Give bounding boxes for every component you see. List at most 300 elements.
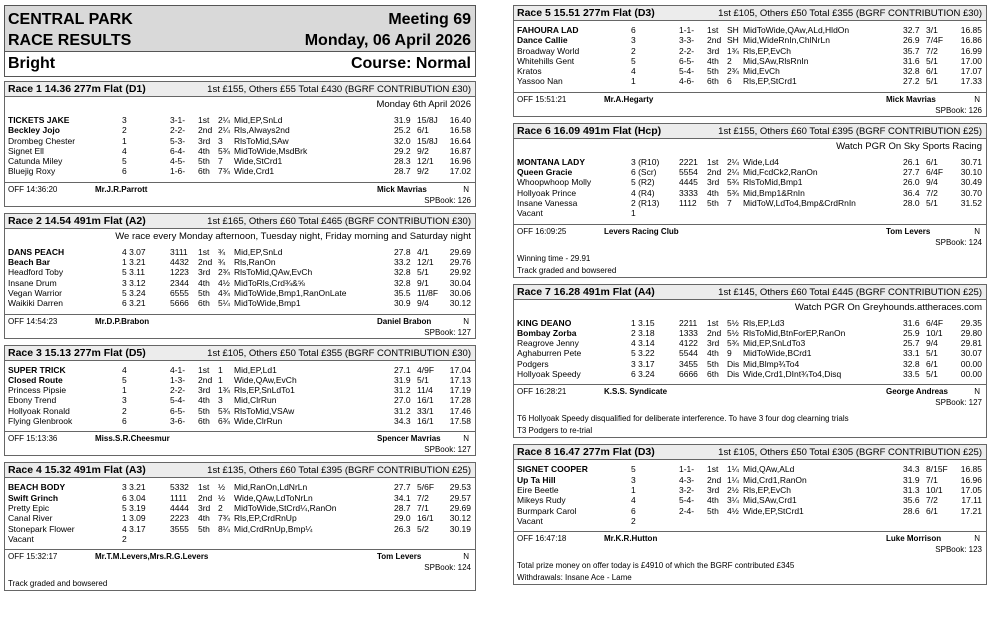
finish-place: 5th: [198, 156, 210, 167]
calculated-time: 00.00: [960, 369, 982, 380]
trap-number: 1 3.21: [122, 257, 146, 268]
finish-place: 2nd: [198, 257, 213, 268]
runner-name: Kratos: [517, 66, 542, 77]
runner-name: Hollyoak Prince: [517, 187, 577, 198]
off-time: OFF 15:51:21: [517, 94, 567, 104]
trap-number: 5 3.19: [122, 502, 146, 513]
runner-name: Broadway World: [517, 45, 580, 56]
starting-price: 33/1: [417, 405, 434, 416]
finish-place: 5th: [198, 405, 210, 416]
judge-name: Tom Levers: [377, 552, 422, 562]
judge-name: Daniel Brabon: [377, 316, 432, 326]
runner-row: [5, 288, 475, 298]
run-up-time: 33.2: [394, 257, 411, 268]
runner-row: [5, 375, 475, 385]
run-up-time: 28.7: [394, 502, 411, 513]
run-up-time: 27.7: [394, 482, 411, 493]
distance: 7: [218, 156, 223, 167]
comment: Mid,EvCh: [743, 66, 780, 77]
comment: Mid,CrdRnUp,Bmp¼: [234, 523, 313, 534]
run-up-time: 28.0: [903, 197, 920, 208]
running-positions: 5-4-: [679, 495, 695, 506]
race-card-2: [4, 213, 476, 339]
runner-name: Flying Glenbrook: [8, 416, 73, 427]
running-positions: 4-1-: [170, 364, 186, 375]
header-bottom: [5, 52, 475, 76]
distance: 7: [727, 197, 732, 208]
comment: Mid,EP,SnLd: [234, 115, 283, 125]
race-title: Race 5 15.51 277m Flat (D3): [517, 7, 655, 19]
trap-number: 3 3.21: [122, 482, 146, 493]
finish-place: 6th: [707, 76, 719, 87]
calculated-time: 29.69: [449, 246, 471, 257]
finish-place: 3rd: [198, 502, 211, 513]
calculated-time: 29.53: [449, 482, 471, 493]
trap-number: 5 3.11: [122, 267, 146, 278]
calculated-time: 16.58: [449, 125, 471, 136]
runner-row: [5, 482, 475, 492]
running-positions: 3-3-: [679, 35, 695, 46]
comment: Mid,WideRnIn,ChlNrLn: [743, 35, 830, 46]
runner-name: Vegan Warrior: [8, 287, 63, 298]
calculated-time: 17.13: [449, 374, 471, 385]
comment: Mid,SAw,Crd1: [743, 495, 797, 506]
runner-name: Hollyoak Speedy: [517, 369, 581, 380]
race-footer: [514, 384, 986, 398]
comment: Wide,Crd1: [234, 166, 275, 177]
race-header: [514, 6, 986, 21]
comment: Mid,EP,SnLdTo3: [743, 338, 806, 349]
trap-number: 4: [631, 495, 636, 506]
runner-row: [5, 115, 475, 125]
calculated-time: 17.19: [449, 385, 471, 396]
runners-list: [514, 314, 986, 382]
comment: Mid,EP,SnLd: [234, 246, 283, 257]
starting-price: 5/1: [926, 55, 938, 66]
running-positions: 2-2-: [170, 385, 186, 396]
finish-place: 1st: [198, 482, 210, 493]
runner-name: Up Ta Hill: [517, 474, 556, 485]
run-up-time: 31.3: [903, 484, 920, 495]
runner-name: BEACH BODY: [8, 482, 66, 493]
distance: 1: [218, 364, 223, 375]
distance: 9: [727, 348, 732, 359]
finish-place: 6th: [198, 416, 210, 427]
run-up-time: 26.1: [903, 156, 920, 167]
race-subtitle: Watch PGR On Sky Sports Racing: [836, 140, 982, 152]
runner-row: [514, 464, 986, 474]
run-up-time: 29.2: [394, 145, 411, 156]
finish-place: 2nd: [198, 492, 213, 503]
starting-price: 3/1: [926, 25, 938, 35]
calculated-time: 31.52: [960, 197, 982, 208]
calculated-time: 30.12: [449, 513, 471, 524]
trap-number: 1: [631, 76, 636, 87]
runner-row: [514, 506, 986, 516]
calculated-time: 17.02: [449, 166, 471, 177]
runner-name: SUPER TRICK: [8, 364, 66, 375]
starting-price: 7/1: [417, 502, 429, 513]
run-up-time: 31.9: [903, 474, 920, 485]
trap-number: 5: [122, 156, 127, 167]
race-note: Winning time - 29.91: [517, 253, 591, 263]
n-marker: N: [974, 387, 980, 397]
spbook-number: SPBook: 127: [424, 445, 471, 455]
runner-row: [5, 503, 475, 513]
finish-place: 1st: [707, 25, 719, 35]
race-prize: 1st £165, Others £60 Total £465 (BGRF CONTRIBUTION £30): [207, 215, 471, 227]
race-prize: 1st £145, Others £60 Total £445 (BGRF CONTRIBUTION £25): [718, 286, 982, 298]
races-right: [513, 5, 987, 585]
comment: Mid,Blmp¾To4: [743, 358, 800, 369]
comment: Rls,RanOn: [234, 257, 276, 268]
run-up-time: 27.1: [394, 364, 411, 375]
running-positions: 5-4-: [170, 395, 186, 406]
runner-name: Canal River: [8, 513, 53, 524]
runner-name: Reagrove Jenny: [517, 338, 579, 349]
race-prize: 1st £155, Others £55 Total £430 (BGRF CONTRIBUTION £30): [207, 84, 471, 95]
runner-row: [514, 318, 986, 328]
finish-place: 1st: [198, 364, 210, 375]
runner-name: KING DEANO: [517, 317, 572, 328]
running-positions: 6-4-: [170, 145, 186, 156]
race-title: Race 4 15.32 491m Flat (A3): [8, 464, 146, 477]
distance: 2¼: [218, 115, 230, 125]
runner-row: [514, 359, 986, 369]
distance: 1: [218, 374, 223, 385]
distance: 1¼: [727, 474, 739, 485]
runners-list: [5, 361, 475, 429]
run-up-time: 35.7: [903, 45, 920, 56]
trap-number: 6: [122, 166, 127, 177]
runner-name: Vacant: [517, 515, 543, 526]
trap-number: 2: [631, 515, 636, 526]
distance: 5½: [727, 327, 739, 338]
comment: RlsToMid,Bmp1: [743, 177, 803, 188]
distance: 2¼: [727, 167, 739, 178]
distance: 1¼: [727, 464, 739, 475]
trap-number: 2 (R13): [631, 197, 660, 208]
running-positions: 2223: [170, 513, 189, 524]
starting-price: 5/1: [417, 267, 429, 278]
finish-place: 2nd: [707, 167, 722, 178]
finish-place: 5th: [707, 66, 719, 77]
starting-price: 6/4F: [926, 317, 944, 328]
finish-place: 5th: [707, 197, 719, 208]
comment: Rls,EP,EvCh: [743, 484, 792, 495]
judge-name: Luke Morrison: [886, 534, 942, 544]
race-note: Track graded and bowsered: [517, 265, 617, 275]
calculated-time: 17.33: [960, 76, 982, 87]
spbook-number: SPBook: 124: [935, 237, 982, 247]
runner-name: DANS PEACH: [8, 246, 65, 257]
distance: 2¼: [727, 156, 739, 167]
running-positions: 3-1-: [170, 115, 186, 125]
distance: 3: [218, 135, 223, 146]
trap-number: 1: [631, 484, 636, 495]
runner-name: Pretty Epic: [8, 502, 50, 513]
n-marker: N: [463, 552, 469, 562]
starting-price: 6/1: [417, 125, 429, 136]
comment: Mid,FcdCk2,RanOn: [743, 167, 818, 178]
comment: Rls,EP,CrdRnUp: [234, 513, 297, 524]
n-marker: N: [974, 94, 980, 104]
runners-list: [514, 153, 986, 221]
distance: 5¾: [727, 187, 739, 198]
finish-place: 6th: [707, 369, 719, 380]
trap-number: 5: [122, 374, 127, 385]
runner-name: Vacant: [517, 208, 543, 219]
starting-price: 4/1: [417, 246, 429, 257]
runner-name: Signet Ell: [8, 145, 44, 156]
running-positions: 1111: [170, 492, 188, 503]
comment: Rls,EP,StCrd1: [743, 76, 797, 87]
race-header: [514, 445, 986, 460]
runner-row: [5, 524, 475, 534]
runner-row: [514, 56, 986, 66]
comment: MidToRls,Crd¾&⅝: [234, 277, 305, 288]
run-up-time: 25.2: [394, 125, 411, 136]
run-up-time: 25.7: [903, 338, 920, 349]
comment: MidToW,LdTo4,Bmp&CrdRnIn: [743, 197, 856, 208]
calculated-time: 30.49: [960, 177, 982, 188]
run-up-time: 35.5: [394, 287, 411, 298]
runner-row: [5, 298, 475, 308]
race-footer: [5, 314, 475, 328]
starting-price: 7/4F: [926, 35, 944, 46]
running-positions: 5554: [679, 167, 698, 178]
runner-row: [514, 177, 986, 187]
calculated-time: 17.05: [960, 484, 982, 495]
race-footer: [5, 431, 475, 445]
race-title: Race 7 16.28 491m Flat (A4): [517, 285, 655, 298]
runner-row: [514, 208, 986, 218]
trap-number: 3: [122, 395, 127, 406]
running-positions: 3-6-: [170, 416, 186, 427]
runner-name: Headford Toby: [8, 267, 64, 278]
runner-name: Stonepark Flower: [8, 523, 75, 534]
finish-place: 3rd: [707, 338, 720, 349]
run-up-time: 28.3: [394, 156, 411, 167]
run-up-time: 27.8: [394, 246, 411, 257]
runner-name: Bluejig Roxy: [8, 166, 56, 177]
calculated-time: 17.07: [960, 66, 982, 77]
calculated-time: 29.81: [960, 338, 982, 349]
race-footer: [514, 92, 986, 106]
distance: 5¾: [727, 177, 739, 188]
comment: Rls,EP,SnLdTo1: [234, 385, 295, 396]
runner-name: Drombeg Chester: [8, 135, 76, 146]
starting-price: 16/1: [417, 416, 434, 427]
starting-price: 16/1: [417, 395, 434, 406]
trap-number: 4: [631, 66, 636, 77]
stadium-name: CENTRAL PARK: [8, 11, 133, 28]
trainer-name: Levers Racing Club: [604, 226, 679, 236]
comment: MidToWide,MsdBrk: [234, 145, 308, 156]
runner-name: Eire Beetle: [517, 484, 559, 495]
trap-number: 3 (R10): [631, 156, 660, 167]
trainer-name: Miss.S.R.Cheesmur: [95, 434, 170, 444]
starting-price: 5/6F: [417, 482, 435, 493]
running-positions: 6-5-: [679, 55, 695, 66]
run-up-time: 32.8: [903, 66, 920, 77]
trap-number: 3 3.17: [631, 358, 655, 369]
run-up-time: 30.9: [394, 298, 411, 309]
calculated-time: 30.12: [449, 298, 471, 309]
finish-place: 4th: [198, 277, 210, 288]
trap-number: 4 (R4): [631, 187, 655, 198]
starting-price: 16/1: [417, 513, 434, 524]
off-time: OFF 15:13:36: [8, 434, 58, 444]
run-up-time: 28.7: [394, 166, 411, 177]
runner-row: [5, 166, 475, 176]
starting-price: 7/2: [417, 492, 429, 503]
finish-place: 3rd: [707, 484, 720, 495]
calculated-time: 16.96: [960, 474, 982, 485]
runner-name: Vacant: [8, 533, 34, 544]
trainer-name: Mr.A.Hegarty: [604, 94, 654, 104]
runner-name: Podgers: [517, 358, 549, 369]
runner-row: [514, 167, 986, 177]
finish-place: 1st: [707, 156, 719, 167]
distance: 7¾: [218, 513, 230, 524]
course-label: Course: Normal: [350, 55, 471, 72]
finish-place: 2nd: [198, 125, 213, 136]
race-card-1: [4, 81, 476, 207]
calculated-time: 30.06: [449, 287, 471, 298]
finish-place: 2nd: [707, 474, 722, 485]
race-note: T6 Hollyoak Speedy disqualified for deliberate interference. To have 3 four dog clearning trials: [517, 414, 849, 424]
runners-list: [5, 478, 475, 546]
trap-number: 5: [631, 464, 636, 475]
run-up-time: 33.1: [903, 348, 920, 359]
runner-row: [514, 35, 986, 45]
runner-row: [5, 385, 475, 395]
trap-number: 5: [631, 55, 636, 66]
distance: 2: [218, 502, 223, 513]
trap-number: 3 3.12: [122, 277, 146, 288]
calculated-time: 29.35: [960, 317, 982, 328]
running-positions: 5332: [170, 482, 189, 493]
comment: Mid,QAw,ALd: [743, 464, 795, 475]
spbook-number: SPBook: 126: [424, 195, 471, 205]
run-up-time: 26.3: [394, 523, 411, 534]
distance: ¾: [218, 246, 226, 257]
calculated-time: 16.87: [449, 145, 471, 156]
running-positions: 4-3-: [679, 474, 695, 485]
runner-name: MONTANA LADY: [517, 156, 585, 167]
judge-name: Spencer Mavrias: [377, 434, 441, 444]
starting-price: 9/2: [417, 166, 429, 177]
going-label: Bright: [8, 55, 56, 72]
n-marker: N: [974, 534, 980, 544]
comment: Mid,Bmp1&RnIn: [743, 187, 805, 198]
trap-number: 6 3.21: [122, 298, 146, 309]
runner-name: Insane Vanessa: [517, 197, 578, 208]
runner-row: [514, 495, 986, 505]
running-positions: 1-1-: [679, 25, 695, 35]
comment: MidToWide,Bmp1: [234, 298, 301, 309]
n-marker: N: [463, 434, 469, 444]
run-up-time: 29.0: [394, 513, 411, 524]
starting-price: 9/1: [417, 277, 429, 288]
running-positions: 5544: [679, 348, 698, 359]
trainer-name: Mr.D.P.Brabon: [95, 316, 150, 326]
finish-place: 3rd: [198, 385, 211, 396]
trainer-name: Mr.T.M.Levers,Mrs.R.G.Levers: [95, 552, 209, 562]
comment: Wide,QAw,EvCh: [234, 374, 297, 385]
calculated-time: 16.86: [960, 35, 982, 46]
run-up-time: 33.5: [903, 369, 920, 380]
trap-number: 3: [631, 474, 636, 485]
calculated-time: 17.21: [960, 505, 982, 516]
finish-place: 4th: [198, 395, 210, 406]
distance: 1¾: [218, 385, 230, 396]
starting-price: 15/8J: [417, 115, 438, 125]
comment: Wide,EP,StCrd1: [743, 505, 804, 516]
runner-row: [5, 257, 475, 267]
calculated-time: 29.92: [449, 267, 471, 278]
trap-number: 3: [122, 115, 127, 125]
results-title: RACE RESULTS: [8, 32, 132, 49]
starting-price: 9/4: [926, 177, 938, 188]
races-left: [4, 81, 476, 591]
running-positions: 4-5-: [170, 156, 186, 167]
starting-price: 6/1: [926, 66, 938, 77]
runner-row: [514, 369, 986, 379]
distance: 7¾: [218, 166, 230, 177]
runner-row: [5, 395, 475, 405]
comment: MidToWide,StCrd¼,RanOn: [234, 502, 337, 513]
running-positions: 3555: [170, 523, 189, 534]
trap-number: 2: [122, 405, 127, 416]
comment: RlsToMid,VSAw: [234, 405, 295, 416]
runner-name: Burmpark Carol: [517, 505, 577, 516]
race-footer: [5, 549, 475, 563]
race-note: Track graded and bowsered: [8, 579, 108, 589]
distance: 6: [727, 76, 732, 87]
distance: 4¾: [218, 287, 230, 298]
comment: Wide,Ld4: [743, 156, 779, 167]
runner-row: [514, 76, 986, 86]
running-positions: 5-4-: [679, 66, 695, 77]
runner-name: Insane Drum: [8, 277, 57, 288]
running-positions: 4432: [170, 257, 189, 268]
race-note: Withdrawals: Insane Ace - Lame: [517, 573, 632, 583]
finish-place: 2nd: [707, 327, 722, 338]
calculated-time: 30.04: [449, 277, 471, 288]
runner-row: [514, 328, 986, 338]
distance: 2¾: [727, 66, 739, 77]
runner-name: SIGNET COOPER: [517, 464, 588, 475]
starting-price: 5/1: [926, 369, 938, 380]
distance: ¾: [218, 257, 226, 268]
comment: Wide,ClrRun: [234, 416, 283, 427]
distance: 2¾: [218, 267, 230, 278]
finish-place: 5th: [198, 523, 210, 534]
distance: 3¼: [727, 495, 739, 506]
distance: 6¾: [218, 416, 230, 427]
runner-row: [5, 146, 475, 156]
running-positions: 2-4-: [679, 505, 695, 516]
finish-place: 1st: [707, 317, 719, 328]
runner-row: [514, 25, 986, 35]
calculated-time: 16.40: [449, 115, 471, 125]
runner-name: Waikiki Darren: [8, 298, 63, 309]
runner-row: [5, 267, 475, 277]
run-up-time: 31.9: [394, 374, 411, 385]
runner-row: [5, 493, 475, 503]
